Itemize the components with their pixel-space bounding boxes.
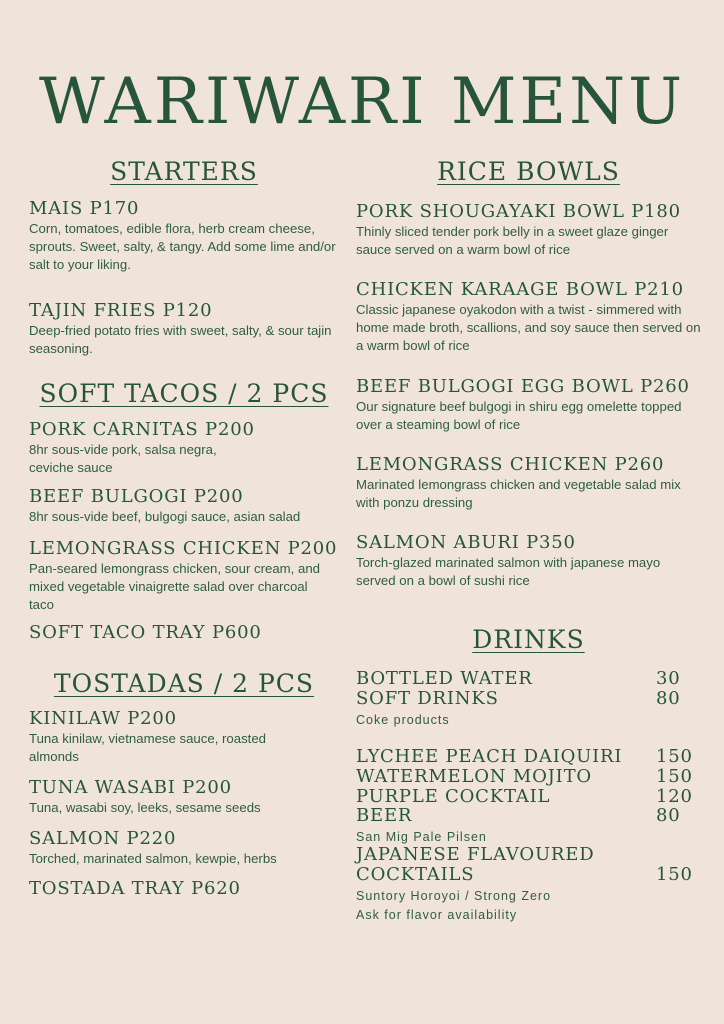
item-description: 8hr sous-vide beef, bulgogi sauce, asian salad [29,509,301,524]
drink-row [356,669,692,689]
item-description: Thinly sliced tender pork belly in a sweet glaze ginger sauce served on a warm bowl of rice [356,224,669,257]
item-description: Classic japanese oyakodon with a twist - simmered with home made broth, scallions, and soy sauce then served on a warm bowl of rice [356,302,701,353]
menu-item [29,538,339,614]
item-description: Torched, marinated salmon, kewpie, herbs [29,851,277,866]
drink-price [656,845,692,865]
drink-price: 150 [656,746,693,767]
menu-item [29,622,339,644]
item-name: SALMON ABURI P350 [356,532,576,553]
item-name: BEEF BULGOGI EGG BOWL P260 [356,376,690,397]
drink-name: SOFT DRINKS [356,688,499,709]
menu-item [29,878,339,900]
drinks-heading: DRINKS [472,625,585,654]
drink-price: 80 [656,688,681,709]
item-description: Our signature beef bulgogi in shiru egg omelette topped over a steaming bowl of rice [356,399,682,432]
menu-item [29,198,339,274]
starters-heading: STARTERS [110,157,258,186]
item-name: SALMON P220 [29,828,177,849]
item-name: PORK SHOUGAYAKI BOWL P180 [356,201,681,222]
item-name: PORK CARNITAS P200 [29,419,255,440]
drink-note: Suntory Horoyoi / Strong Zero [356,889,552,903]
menu-item [356,532,701,590]
item-name: LEMONGRASS CHICKEN P200 [29,538,338,559]
drink-name: BEER [356,805,413,826]
item-description: Deep-fried potato fries with sweet, salty, & sour tajin seasoning. [29,323,332,356]
item-description: 8hr sous-vide pork, salsa negra, ceviche sauce [29,442,217,475]
drink-note: Ask for flavor availability [356,908,518,922]
menu-item [356,279,701,355]
rice-bowls-heading: RICE BOWLS [437,157,620,186]
item-description: Torch-glazed marinated salmon with japanese mayo served on a bowl of sushi rice [356,555,661,588]
drink-row [356,865,692,885]
drink-name: COCKTAILS [356,864,475,885]
drink-row [356,806,692,826]
menu-item [356,376,701,434]
menu-item [29,777,339,817]
drink-name: BOTTLED WATER [356,668,533,689]
drink-name: JAPANESE FLAVOURED [356,844,595,865]
item-description: Tuna kinilaw, vietnamese sauce, roasted almonds [29,731,267,764]
drink-note: Coke products [356,713,450,727]
menu-item [29,419,339,477]
item-description: Pan-seared lemongrass chicken, sour cream, and mixed vegetable vinaigrette salad over charcoal taco [29,561,321,612]
drink-row [356,747,692,767]
tostadas-heading: TOSTADAS / 2 PCS [53,669,315,698]
item-name: BEEF BULGOGI P200 [29,486,244,507]
drink-price: 80 [656,805,681,826]
drink-row [356,787,692,807]
item-description: Marinated lemongrass chicken and vegetable salad mix with ponzu dressing [356,477,681,510]
menu-item [356,454,701,512]
soft-tacos-heading: SOFT TACOS / 2 PCS [39,379,329,408]
item-name: TOSTADA TRAY P620 [29,878,241,899]
item-name: LEMONGRASS CHICKEN P260 [356,454,665,475]
drink-row [356,845,692,865]
item-name: TAJIN FRIES P120 [29,300,213,321]
menu-item [29,828,339,868]
drink-row [356,767,692,787]
item-name: CHICKEN KARAAGE BOWL P210 [356,279,684,300]
item-description: Tuna, wasabi soy, leeks, sesame seeds [29,800,261,815]
item-name: KINILAW P200 [29,708,177,729]
drink-name: WATERMELON MOJITO [356,766,592,787]
menu-item [356,201,701,259]
menu-title: WARIWARI MENU [38,65,686,139]
drink-price: 30 [656,668,681,689]
item-name: SOFT TACO TRAY P600 [29,622,262,643]
item-name: TUNA WASABI P200 [29,777,232,798]
menu-item [29,300,339,358]
item-name: MAIS P170 [29,198,140,219]
menu-item [29,708,339,766]
drink-price: 150 [656,864,693,885]
drink-price: 150 [656,766,693,787]
item-description: Corn, tomatoes, edible flora, herb cream cheese, sprouts. Sweet, salty, & tangy. Add some lime and/or salt to your liking. [29,221,336,272]
drink-name: PURPLE COCKTAIL [356,786,551,807]
drink-note: San Mig Pale Pilsen [356,830,487,844]
drink-row [356,689,692,709]
drink-name: LYCHEE PEACH DAIQUIRI [356,746,623,767]
drink-price: 120 [656,786,693,807]
menu-item [29,486,339,526]
